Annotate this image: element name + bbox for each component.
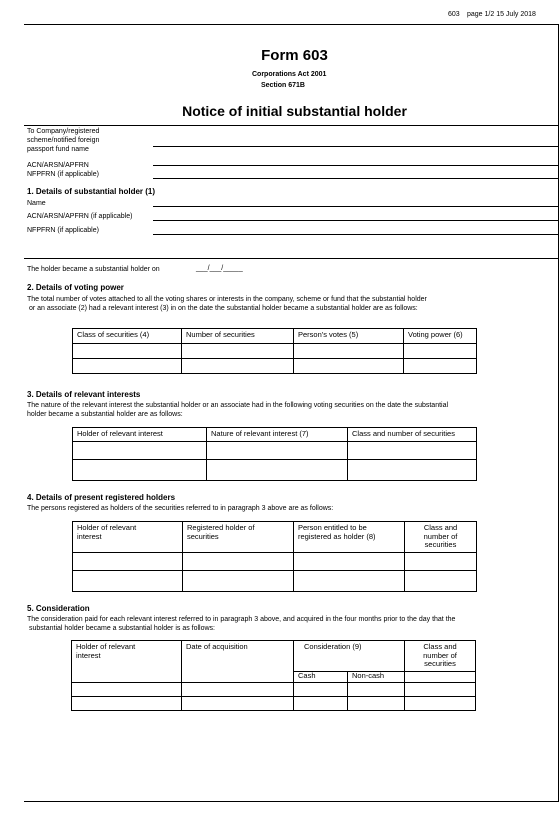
company-name-field[interactable]	[153, 146, 559, 147]
table-cell[interactable]	[404, 359, 477, 374]
table-row	[72, 697, 476, 711]
col-holder-l2: interest	[77, 531, 102, 541]
table-header-row	[73, 428, 477, 442]
col-registered	[183, 522, 294, 553]
col-class-l1: Class and	[423, 642, 457, 651]
col-holder-l1: Holder of relevant	[76, 642, 136, 651]
col-power: Voting power (6)	[404, 329, 477, 344]
col-class-l2: number of	[423, 650, 457, 660]
became-label: The holder became a substantial holder on	[27, 266, 160, 273]
table-cell[interactable]	[183, 552, 294, 570]
table-cell[interactable]	[182, 359, 294, 374]
col-class: Class of securities (4)	[73, 329, 182, 344]
col-holder	[73, 522, 183, 553]
form-subtitle: Notice of initial substantial holder	[182, 103, 407, 119]
nfpfrn-field[interactable]	[153, 178, 559, 179]
s3-heading: 3. Details of relevant interests	[27, 390, 141, 399]
table-row	[72, 683, 476, 697]
col-cash: Cash	[294, 671, 348, 683]
s1-acn-label: ACN/ARSN/APFRN (if applicable)	[27, 213, 133, 220]
col-registered-l1: Registered holder of	[187, 523, 255, 532]
table-cell[interactable]	[404, 344, 477, 359]
col-holder: Holder of relevant interest	[73, 428, 207, 442]
table-row	[73, 442, 477, 460]
s4-heading: 4. Details of present registered holders	[27, 493, 176, 502]
col-holder	[72, 641, 182, 683]
col-class-number	[405, 522, 477, 553]
table-cell[interactable]	[348, 460, 477, 481]
table-cell[interactable]	[73, 442, 207, 460]
col-class-number: Class and number of securities	[348, 428, 477, 442]
col-entitled-l2: registered as holder (8)	[298, 531, 376, 541]
s5-text-2: substantial holder became a substantial holder is as follows:	[29, 625, 215, 632]
acn-label-1: ACN/ARSN/APFRN	[27, 162, 89, 169]
table-cell[interactable]	[405, 570, 477, 591]
s1-acn-field[interactable]	[153, 220, 559, 221]
s5-heading: 5. Consideration	[27, 604, 90, 613]
s3-text-1: The nature of the relevant interest the substantial holder or an associate had in the following voting securities on the date the substantial	[27, 402, 449, 409]
registered-holders-table	[72, 521, 477, 592]
table-cell[interactable]	[73, 344, 182, 359]
table-header-row	[73, 329, 477, 344]
table-row	[73, 344, 477, 359]
s2-heading: 2. Details of voting power	[27, 283, 124, 292]
col-holder-l1: Holder of relevant	[77, 523, 137, 532]
s1-nfpfrn-field[interactable]	[153, 234, 559, 235]
table-header-row	[72, 641, 476, 672]
col-class-l3: securities	[424, 540, 457, 549]
act-name: Corporations Act 2001	[252, 71, 327, 78]
table-row	[73, 359, 477, 374]
table-cell[interactable]	[294, 552, 405, 570]
table-cell[interactable]	[294, 344, 404, 359]
table-cell[interactable]	[294, 359, 404, 374]
col-date: Date of acquisition	[182, 641, 294, 683]
table-cell[interactable]	[182, 697, 294, 711]
table-cell[interactable]	[72, 697, 182, 711]
acn-label-2: NFPFRN (if applicable)	[27, 171, 99, 178]
form-title: Form 603	[261, 47, 328, 64]
table-cell[interactable]	[294, 683, 348, 697]
table-cell[interactable]	[182, 683, 294, 697]
section-name: Section 671B	[261, 82, 305, 89]
col-registered-l2: securities	[187, 531, 219, 541]
table-cell[interactable]	[294, 570, 405, 591]
col-class-number	[405, 641, 476, 672]
table-row	[73, 460, 477, 481]
s1-name-label: Name	[27, 200, 46, 207]
table-cell[interactable]	[405, 671, 476, 683]
table-cell[interactable]	[73, 359, 182, 374]
consideration-table	[71, 640, 476, 711]
col-class-l1: Class and	[423, 523, 458, 532]
col-entitled	[294, 522, 405, 553]
form-code: 603	[448, 11, 460, 18]
table-cell[interactable]	[348, 683, 405, 697]
s1-nfpfrn-label: NFPFRN (if applicable)	[27, 227, 99, 234]
s1-name-field[interactable]	[153, 206, 559, 207]
col-holder-l2: interest	[76, 650, 101, 660]
s3-text-2: holder became a substantial holder are as follows:	[27, 411, 183, 418]
col-consideration: Consideration (9)	[294, 641, 405, 672]
col-class-l3: securities	[424, 659, 456, 668]
table-cell[interactable]	[207, 460, 348, 481]
col-entitled-l1: Person entitled to be	[298, 523, 367, 532]
col-noncash: Non-cash	[348, 671, 405, 683]
company-label-3: passport fund name	[27, 146, 89, 153]
table-header-row	[73, 522, 477, 553]
table-cell[interactable]	[73, 460, 207, 481]
table-cell[interactable]	[348, 442, 477, 460]
s5-text-1: The consideration paid for each relevant interest referred to in paragraph 3 above, and acquired in the four months prior to the day that the	[27, 616, 456, 623]
company-label-1: To Company/registered	[27, 128, 100, 135]
became-rule	[24, 258, 559, 259]
table-cell[interactable]	[294, 697, 348, 711]
table-cell[interactable]	[72, 683, 182, 697]
became-date-field[interactable]: ___/___/_____	[196, 265, 243, 272]
table-cell[interactable]	[348, 697, 405, 711]
col-votes: Person's votes (5)	[294, 329, 404, 344]
table-row	[73, 570, 477, 591]
s4-text-1: The persons registered as holders of the securities referred to in paragraph 3 above are as follows:	[27, 505, 334, 512]
table-cell[interactable]	[405, 552, 477, 570]
table-cell[interactable]	[182, 344, 294, 359]
s2-text-1: The total number of votes attached to all the voting shares or interests in the company, scheme or fund that the substantial holder	[27, 296, 427, 303]
col-number: Number of securities	[182, 329, 294, 344]
table-cell[interactable]	[183, 570, 294, 591]
top-rule	[24, 24, 559, 25]
page-info: page 1/2 15 July 2018	[467, 11, 536, 18]
table-cell[interactable]	[405, 683, 476, 697]
table-cell[interactable]	[73, 552, 183, 570]
company-rule	[24, 125, 559, 126]
col-nature: Nature of relevant interest (7)	[207, 428, 348, 442]
table-row	[73, 552, 477, 570]
col-class-l2: number of	[423, 531, 458, 541]
acn-field[interactable]	[153, 165, 559, 166]
bottom-rule	[24, 801, 559, 802]
table-cell[interactable]	[73, 570, 183, 591]
s1-heading: 1. Details of substantial holder (1)	[27, 187, 156, 196]
relevant-interests-table	[72, 427, 477, 481]
voting-power-table	[72, 328, 477, 374]
table-cell[interactable]	[207, 442, 348, 460]
s2-text-2: or an associate (2) had a relevant interest (3) in on the date the substantial holder became a substantial holder are as follows:	[29, 305, 418, 312]
table-cell[interactable]	[405, 697, 476, 711]
company-label-2: scheme/notified foreign	[27, 137, 100, 144]
